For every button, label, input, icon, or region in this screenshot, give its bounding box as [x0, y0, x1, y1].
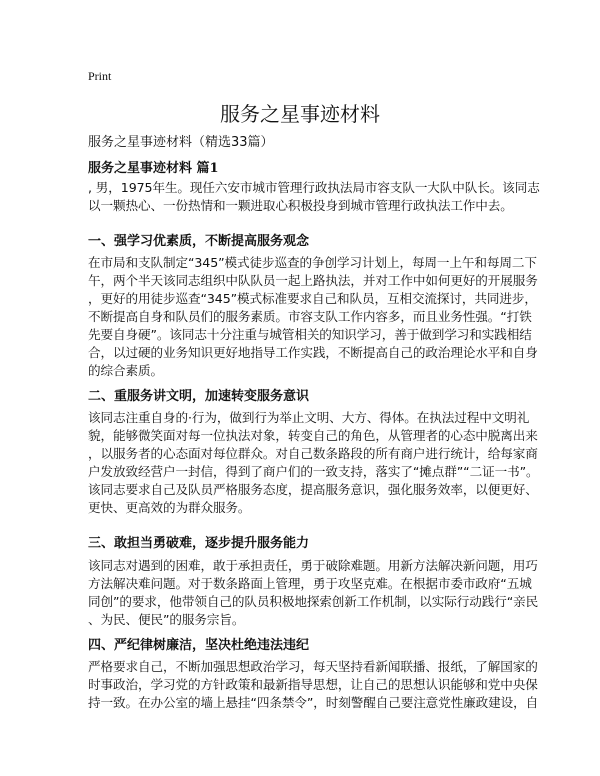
text-line: 在市局和支队制定“345”模式徒步巡查的争创学习计划上，每周一上午和每周二下 — [88, 255, 537, 270]
text-line: 貌，能够微笑面对每一位执法对象，转变自己的角色，从管理者的心态中脱离出来 — [88, 428, 538, 443]
section-paragraph-4 — [88, 658, 538, 712]
text-line: ，更好的用徒步巡查“345”模式标准要求自己和队员，互相交流探讨，共同进步， — [88, 291, 537, 306]
section-paragraph-2 — [88, 409, 539, 517]
text-line: 、为民、便民”的服务宗旨。 — [88, 612, 245, 627]
section-paragraph-1 — [88, 254, 538, 380]
section-heading-4: 四、严纪律树廉洁，坚决杜绝违法违纪 — [88, 638, 310, 653]
text-line: 户发放致经营户一封信，得到了商户们的一致支持，落实了“摊点群”“二证一书”。 — [88, 464, 539, 479]
text-line: 严格要求自己，不断加强思想政治学习，每天坚持看新闻联播、报纸，了解国家的 — [88, 659, 538, 674]
section-heading-2: 二、重服务讲文明，加速转变服务意识 — [88, 389, 310, 404]
text-line: 该同志注重自身的·行为，做到行为举止文明、大方、得体。在执法过程中文明礼 — [88, 410, 530, 425]
text-line: 持一致。在办公室的墙上悬挂“四条禁令”，时刻警醒自己要注意党性廉政建设，自 — [88, 695, 539, 710]
text-line: 同创”的要求，他带领自己的队员积极地探索创新工作机制，以实际行动践行“亲民 — [88, 594, 539, 609]
text-line: 方法解决难问题。对于数条路面上管理，勇于攻坚克难。在根据市委市政府“五城 — [88, 576, 532, 591]
text-line: 以一颗热心、一份热情和一颗进取心积极投身到城市管理行政执法工作中去。 — [88, 198, 513, 213]
text-line: 午，两个半天该同志组织中队队员一起上路执法，并对工作中如何更好的开展服务 — [88, 273, 538, 288]
intro-paragraph — [88, 179, 540, 215]
article-heading: 服务之星事迹材料 篇1 — [88, 161, 219, 176]
text-line: 更快、更高效的为群众服务。 — [88, 500, 251, 515]
text-line: 不断提高自身和队员们的服务素质。市容支队工作内容多，而且业务性强。“打铁 — [88, 309, 532, 324]
text-line: 时事政治，学习党的方针政策和最新指导思想，让自己的思想认识能够和党中央保 — [88, 677, 538, 692]
section-heading-3: 三、敢担当勇破难，逐步提升服务能力 — [88, 536, 310, 551]
text-line: 该同志要求自己及队员严格服务态度，提高服务意识，强化服务效率，以便更好、 — [88, 482, 538, 497]
text-line: 该同志对遇到的困难，敢于承担责任，勇于破除难题。用新方法解决新问题，用巧 — [88, 558, 538, 573]
text-line: ，以服务者的心态面对每位群众。对自己数条路段的所有商户进行统计，给每家商 — [88, 446, 538, 461]
section-heading-1: 一、强学习优素质，不断提高服务观念 — [88, 234, 310, 249]
text-line: 合，以过硬的业务知识更好地指导工作实践，不断提高自己的政治理论水平和自身 — [88, 345, 538, 360]
text-line: , 男，1975年生。现任六安市城市管理行政执法局市容支队一大队中队长。该同志 — [88, 180, 540, 195]
page-title: 服务之星事迹材料 — [220, 102, 380, 126]
section-paragraph-3 — [88, 557, 538, 629]
text-line: 先要自身硬”。该同志十分注重与城管相关的知识学习，善于做到学习和实践相结 — [88, 327, 532, 342]
text-line: 的综合素质。 — [88, 363, 163, 378]
print-link[interactable]: Print — [88, 69, 112, 83]
document-subtitle: 服务之星事迹材料（精选33篇） — [88, 135, 274, 150]
